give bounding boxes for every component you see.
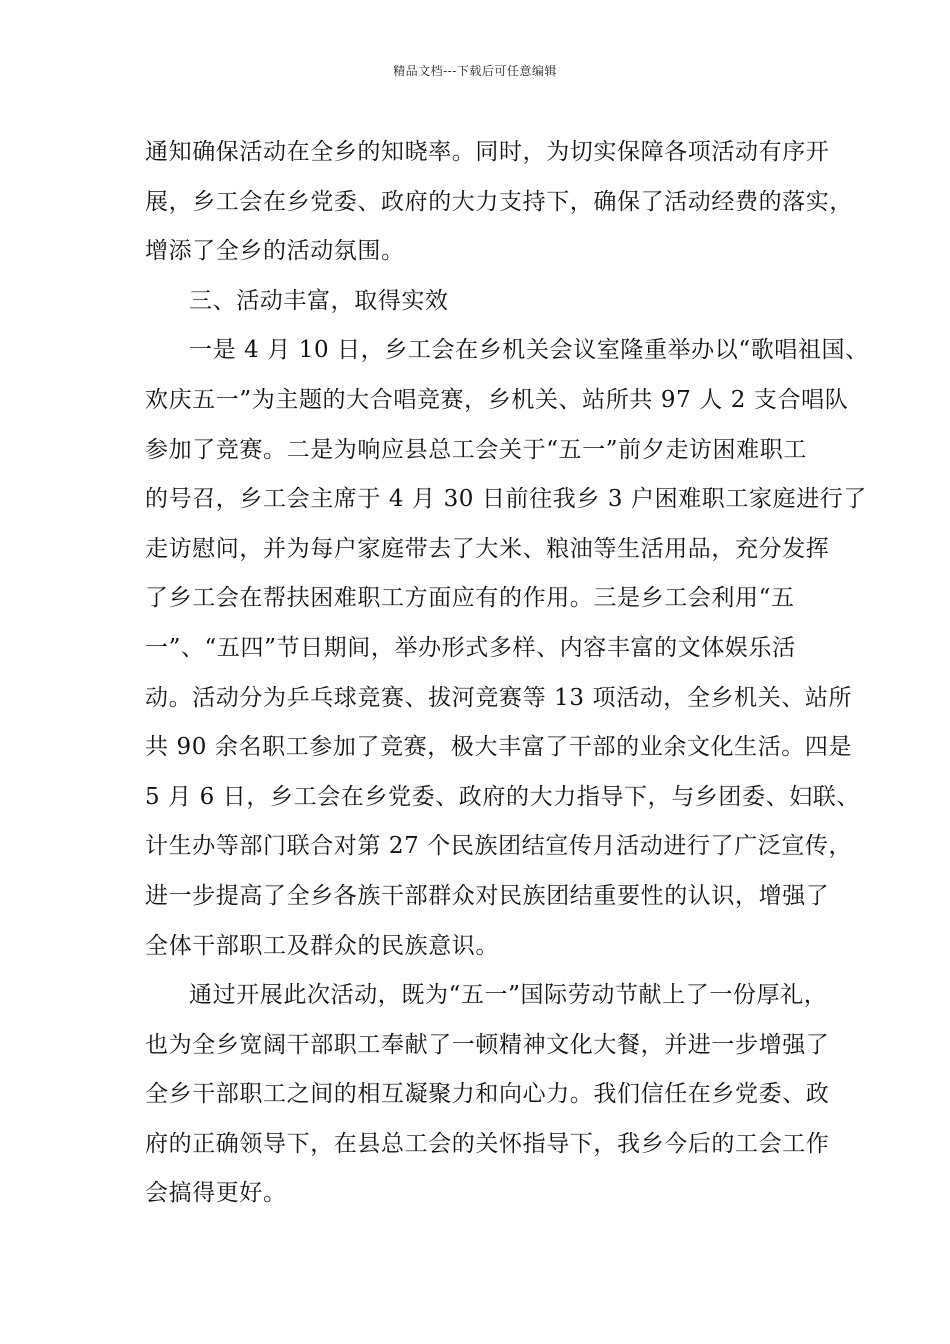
text-line: 共 90 余名职工参加了竞赛，极大丰富了干部的业余文化生活。四是 xyxy=(145,734,853,761)
text-line: 增添了全乡的活动氛围。 xyxy=(145,238,405,265)
text-line: 了乡工会在帮扶困难职工方面应有的作用。三是乡工会利用“五 xyxy=(145,585,795,612)
text-line: 走访慰问，并为每户家庭带去了大米、粮油等生活用品，充分发挥 xyxy=(145,535,830,562)
paragraph-3 xyxy=(145,326,869,971)
text-line: 进一步提高了全乡各族干部群众对民族团结重要性的认识，增强了 xyxy=(145,882,830,909)
text-line: 三、活动丰富，取得实效 xyxy=(189,287,449,314)
page-header: 精品文档---下载后可任意编辑 xyxy=(393,64,557,78)
text-line: 参加了竞赛。二是为响应县总工会关于“五一”前夕走访困难职工 xyxy=(145,436,807,463)
text-line: 动。活动分为乒乓球竞赛、拔河竞赛等 13 项活动，全乡机关、站所 xyxy=(145,684,853,711)
text-line: 全体干部职工及群众的民族意识。 xyxy=(145,932,499,959)
text-line: 一”、“五四”节日期间，举办形式多样、内容丰富的文体娱乐活 xyxy=(145,634,796,661)
text-line: 5 月 6 日，乡工会在乡党委、政府的大力指导下，与乡团委、妇联、 xyxy=(145,783,860,810)
paragraph-2 xyxy=(145,277,815,327)
text-line: 计生办等部门联合对第 27 个民族团结宣传月活动进行了广泛宣传， xyxy=(145,833,853,860)
text-line: 会搞得更好。 xyxy=(145,1180,287,1207)
text-line: 也为全乡宽阔干部职工奉献了一顿精神文化大餐，并进一步增强了 xyxy=(145,1031,830,1058)
text-line: 展，乡工会在乡党委、政府的大力支持下，确保了活动经费的落实， xyxy=(145,188,853,215)
text-line: 通知确保活动在全乡的知晓率。同时，为切实保障各项活动有序开 xyxy=(145,139,830,165)
paragraph-4 xyxy=(145,971,830,1219)
document-body xyxy=(145,128,869,1219)
text-line: 欢庆五一”为主题的大合唱竞赛，乡机关、站所共 97 人 2 支合唱队 xyxy=(145,386,849,413)
text-line: 一是 4 月 10 日，乡工会在乡机关会议室隆重举办以“歌唱祖国、 xyxy=(189,337,869,364)
text-line: 的号召，乡工会主席于 4 月 30 日前往我乡 3 户困难职工家庭进行了 xyxy=(145,486,867,513)
text-line: 通过开展此次活动，既为“五一”国际劳动节献上了一份厚礼， xyxy=(189,982,828,1009)
text-line: 全乡干部职工之间的相互凝聚力和向心力。我们信任在乡党委、政 xyxy=(145,1081,830,1108)
text-line: 府的正确领导下，在县总工会的关怀指导下，我乡今后的工会工作 xyxy=(145,1130,830,1157)
paragraph-1 xyxy=(145,128,853,277)
